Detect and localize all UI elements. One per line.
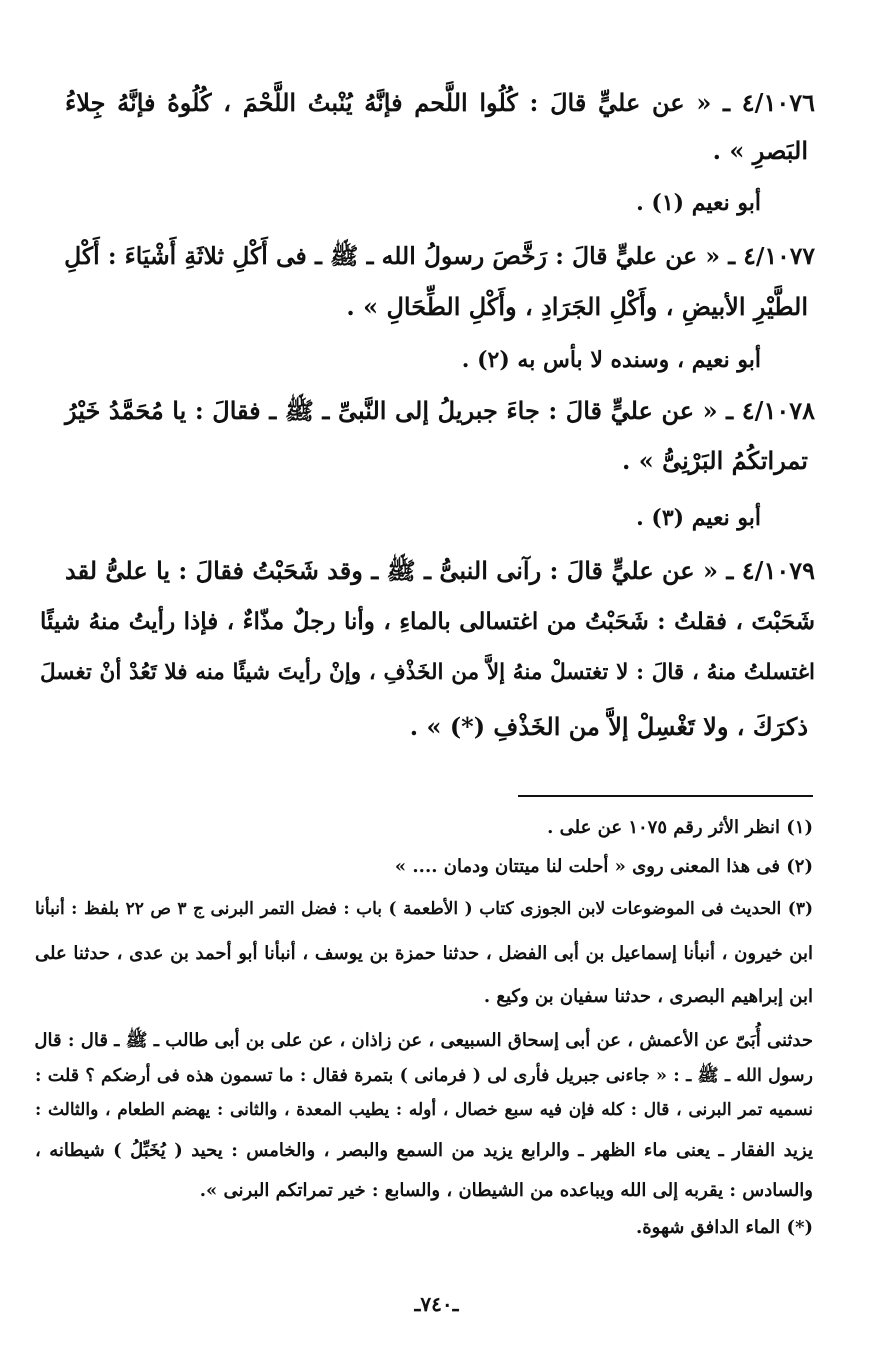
hadith-1079-line-3: اغتسلتُ منهُ ، قالَ : لا تغتسلْ منهُ إلاَّ من الخَذْفِ ، وإنْ رأيتَ شيئًا منه فلا تَعُدْ أنْ تغسلَ [40,660,815,685]
footnote-3-line-3: ابن إبراهيم البصرى ، حدثنا سفيان بن وكيع . [483,986,813,1007]
footnote-3-line-2: ابن خيرون ، أنبأنا إسماعيل بن أبى الفضل ، حدثنا حمزة بن يوسف ، أنبأنا أبو أحمد بن عدى ، حدثنا على [35,943,813,964]
hadith-1078-source: أبو نعيم (٣) . [636,505,761,531]
footnote-3-line-6: نسميه تمر البرنى ، قال : كله فإن فيه سبع خصال ، أوله : يطيب المعدة ، والثانى : يهضم الطعام ، والثالث : [35,1100,813,1120]
hadith-1077-line-2: الطَّيْرِ الأبيضِ ، وأَكْلِ الجَرَادِ ، وأَكْلِ الطِّحَالِ » . [346,292,808,321]
footnote-3-line-5: رسول الله ـ ﷺ ـ : « جاءنى جبريل فأرى لى ( فرمانى ) بتمرة فقال : ما تسمون هذه فى أرضكم ؟ قلت : [35,1066,813,1086]
hadith-1078-line-2: تمراتكُمُ البَرْنِىُّ » . [622,446,808,475]
footnote-1: (١) انظر الأثر رقم ١٠٧٥ عن على . [547,817,813,838]
hadith-1076-source: أبو نعيم (١) . [636,190,761,216]
hadith-1079-line-2: شَحَبْتَ ، فقلتُ : شَحَبْتُ من اغتسالى بالماءِ ، وأنا رجلٌ مذّاءٌ ، فإذا رأيتُ منهُ شيئًا [40,608,815,635]
hadith-1078-line-1: ٤/١٠٧٨ ـ « عن عليٍّ قالَ : جاءَ جبريلُ إلى النَّبىِّ ـ ﷺ ـ فقالَ : يا مُحَمَّدُ خَيْرُ [65,396,815,425]
hadith-1079-line-4: ذكرَكَ ، ولا تَغْسِلْ إلاَّ من الخَذْفِ (*) » . [409,712,808,741]
footnote-3-line-1: (٣) الحديث فى الموضوعات لابن الجوزى كتاب ( الأطعمة ) باب : فضل التمر البرنى ج ٣ ص ٢٢ بلفظ : أنبأنا [35,899,813,919]
hadith-1079-line-1: ٤/١٠٧٩ ـ « عن عليٍّ قالَ : رآنى النبىُّ ـ ﷺ ـ وقد شَحَبْتُ فقالَ : يا علىُّ لقد [65,556,815,585]
hadith-1076-line-2: البَصرِ » . [712,136,808,165]
hadith-1077-line-1: ٤/١٠٧٧ ـ « عن عليٍّ قالَ : رَخَّصَ رسولُ الله ـ ﷺ ـ فى أَكْلِ ثلاثَةِ أَشْيَاءَ : أَكْلِ [64,242,815,270]
hadith-1077-source: أبو نعيم ، وسنده لا بأس به (٢) . [461,347,761,373]
hadith-1076-line-1: ٤/١٠٧٦ ـ « عن عليٍّ قالَ : كُلُوا اللَّحم فإنَّهُ يُنْبتُ اللَّحْمَ ، كُلُوهُ فإنَّهُ جِلاءُ [65,88,815,117]
footnote-star: (*) الماء الدافق شهوة. [635,1217,813,1238]
footnote-2: (٢) فى هذا المعنى روى « أحلت لنا ميتتان ودمان .... » [394,856,813,877]
footnote-3-line-8: والسادس : يقربه إلى الله ويباعده من الشيطان ، والسابع : خير تمراتكم البرنى ». [199,1180,813,1201]
footnote-3-line-4: حدثنى أُبَىّ عن الأعمش ، عن أبى إسحاق السبيعى ، عن زاذان ، عن على بن أبى طالب ـ ﷺ ـ قال : قال [34,1030,813,1051]
footnote-separator [518,795,813,797]
footnote-3-line-7: يزيد الفقار ـ يعنى ماء الظهر ـ والرابع يزيد من السمع والبصر ، والخامس : يحيد ( يُخَبِّلُ ) شيطانه ، [35,1140,813,1161]
page-number: ـ٧٤٠ـ [414,1292,459,1316]
